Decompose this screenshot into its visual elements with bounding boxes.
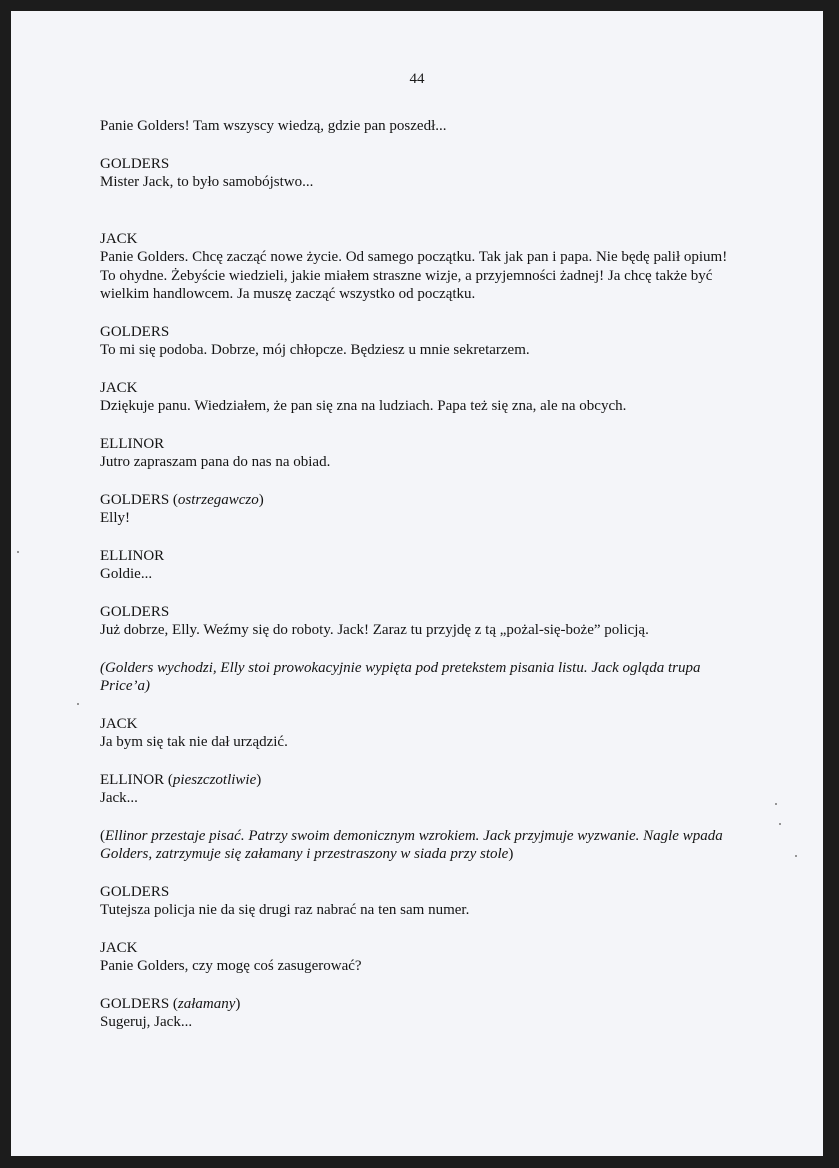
dialogue-line: Dziękuje panu. Wiedziałem, że pan się zna na ludziach. Papa też się zna, ale na obcych. [100,398,627,414]
dialogue-block [100,715,740,752]
speaker-name: JACK [100,230,138,247]
stage-direction: (Golders wychodzi, Elly stoi prowokacyjnie wypięta pod pretekstem pisania listu. Jack ogląda trupa Price’a) [100,659,701,694]
speaker-name: GOLDERS [100,155,170,172]
speaker-name: GOLDERS [100,491,170,508]
speaker-name: GOLDERS [100,603,170,620]
script-text [100,117,740,1032]
dialogue-line: Tutejsza policja nie da się drugi raz nabrać na ten sam numer. [100,902,470,918]
stage-direction-inline: załamany [177,995,236,1012]
dialogue-line: Jutro zapraszam pana do nas na obiad. [100,454,331,470]
scan-speck [77,703,79,705]
scan-speck [17,551,19,553]
dialogue-line: Goldie... [100,566,153,582]
dialogue-block [100,379,740,416]
stage-direction: (Ellinor przestaje pisać. Patrzy swoim demonicznym wzrokiem. Jack przyjmuje wyzwanie. Nagle wpada Golders, zatrzymuje się załamany i przestraszony w siada przy stole) [100,827,723,862]
document-page [11,11,823,1156]
stage-direction-block [100,827,740,864]
dialogue-line: Już dobrze, Elly. Weźmy się do roboty. Jack! Zaraz tu przyjdę z tą „pożal-się-boże” policją. [100,622,649,638]
speaker-with-direction: ELLINOR (pieszczotliwie) [100,771,262,788]
dialogue-block [100,491,740,528]
dialogue-block [100,939,740,976]
stage-direction-block [100,659,740,696]
scan-speck [779,823,781,825]
dialogue-line: Panie Golders, czy mogę coś zasugerować? [100,958,362,974]
speaker-with-direction: GOLDERS (załamany) [100,995,241,1012]
speaker-name: GOLDERS [100,995,170,1012]
speaker-name: ELLINOR [100,547,165,564]
page-number: 44 [409,71,425,87]
dialogue-line: Jack... [100,790,138,806]
dialogue-line: Panie Golders. Chcę zacząć nowe życie. Od samego początku. Tak jak pan i papa. Nie będę palił opium! To ohydne. Żebyście wiedzieli, jakie miałem straszne wizje, a przyjemności żadnej! Ja chcę także być wielkim handlowcem. Ja muszę zacząć wszystko od początku. [100,249,728,302]
dialogue-line: Mister Jack, to było samobójstwo... [100,174,314,190]
dialogue-block [100,323,740,360]
dialogue-block [100,230,740,304]
speaker-name: GOLDERS [100,883,170,900]
speaker-name: JACK [100,379,138,396]
speaker-with-direction: GOLDERS (ostrzegawczo) [100,491,264,508]
dialogue-line: To mi się podoba. Dobrze, mój chłopcze. Będziesz u mnie sekretarzem. [100,342,530,358]
dialogue-block [100,771,740,808]
stage-direction-inline: ostrzegawczo [177,491,259,508]
stage-direction-text: Ellinor przestaje pisać. Patrzy swoim demonicznym wzrokiem. Jack przyjmuje wyzwanie. Nagle wpada Golders, zatrzymuje się załamany i przestraszony w siada przy stole [100,827,723,862]
dialogue-block [100,547,740,584]
dialogue-line: Panie Golders! Tam wszyscy wiedzą, gdzie pan poszedł... [100,118,447,134]
stage-direction-inline: pieszczotliwie [172,771,257,788]
dialogue-line: Sugeruj, Jack... [100,1014,193,1030]
dialogue-block [100,995,740,1032]
dialogue-line: Ja bym się tak nie dał urządzić. [100,734,288,750]
speaker-name: GOLDERS [100,323,170,340]
scan-speck [775,803,777,805]
speaker-name: JACK [100,715,138,732]
dialogue-block [100,155,740,192]
speaker-name: JACK [100,939,138,956]
speaker-name: ELLINOR [100,435,165,452]
dialogue-block [100,435,740,472]
dialogue-line: Elly! [100,510,130,526]
dialogue-block [100,603,740,640]
dialogue-block [100,883,740,920]
speaker-name: ELLINOR [100,771,165,788]
scan-speck [795,855,797,857]
dialogue-block [100,117,740,136]
